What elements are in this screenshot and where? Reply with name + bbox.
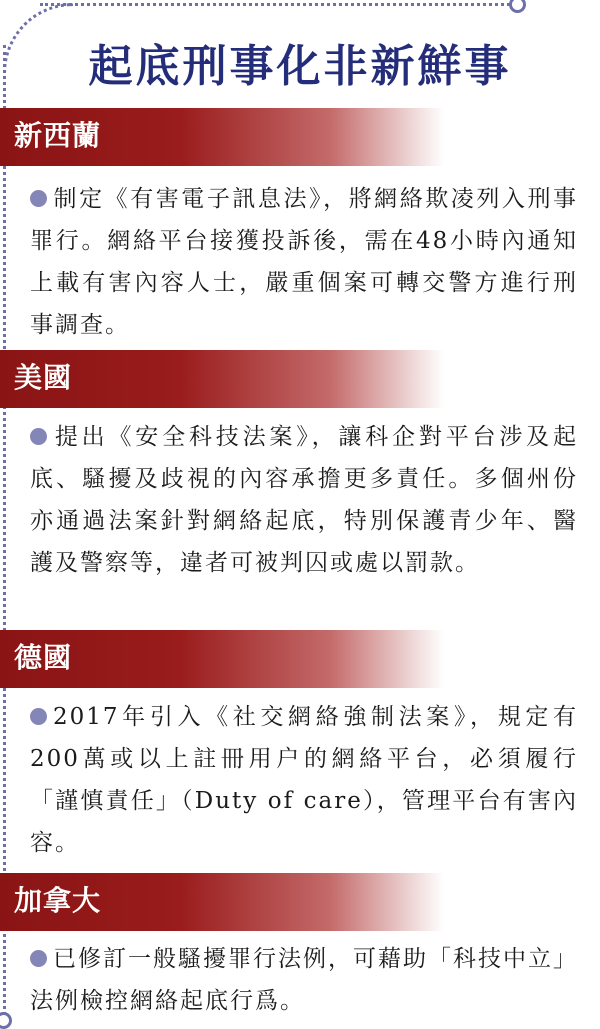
bullet-dot-icon xyxy=(30,428,47,445)
bullet-dot-icon xyxy=(30,708,47,725)
section-header-new-zealand xyxy=(0,108,600,166)
section-body-canada xyxy=(30,938,578,1022)
section-paragraph: 制定《有害電子訊息法》，將網絡欺凌列入刑事罪行。網絡平台接獲投訴後，需在48小時內通知上載有害內容人士，嚴重個案可轉交警方進行刑事調查。 xyxy=(30,186,578,338)
section-country-label: 加拿大 xyxy=(14,884,102,917)
page-title: 起底刑事化非新鮮事 xyxy=(88,41,512,92)
ring-ornament-top xyxy=(509,0,526,13)
section-paragraph: 2017年引入《社交網絡強制法案》，規定有200萬或以上註冊用户的網絡平台，必須履行「謹慎責任」（Duty of care），管理平台有害內容。 xyxy=(30,704,578,856)
dotted-border-left xyxy=(3,45,6,1015)
ring-ornament-bottom xyxy=(0,1012,12,1029)
section-header-usa xyxy=(0,350,600,408)
section-country-label: 新西蘭 xyxy=(14,119,102,152)
section-body-germany xyxy=(30,696,578,864)
section-header-canada xyxy=(0,873,600,931)
section-body-usa xyxy=(30,416,578,584)
section-paragraph: 提出《安全科技法案》，讓科企對平台涉及起底、騷擾及歧視的內容承擔更多責任。多個州份亦通過法案針對網絡起底，特別保護青少年、醫護及警察等，違者可被判囚或處以罰款。 xyxy=(30,424,578,576)
dotted-border-top xyxy=(40,3,510,6)
section-body-new-zealand xyxy=(30,178,578,346)
bullet-dot-icon xyxy=(30,950,47,967)
section-header-germany xyxy=(0,630,600,688)
section-country-label: 美國 xyxy=(14,361,73,394)
section-country-label: 德國 xyxy=(14,641,73,674)
bullet-dot-icon xyxy=(30,190,47,207)
section-paragraph: 已修訂一般騷擾罪行法例，可藉助「科技中立」法例檢控網絡起底行爲。 xyxy=(30,946,578,1014)
